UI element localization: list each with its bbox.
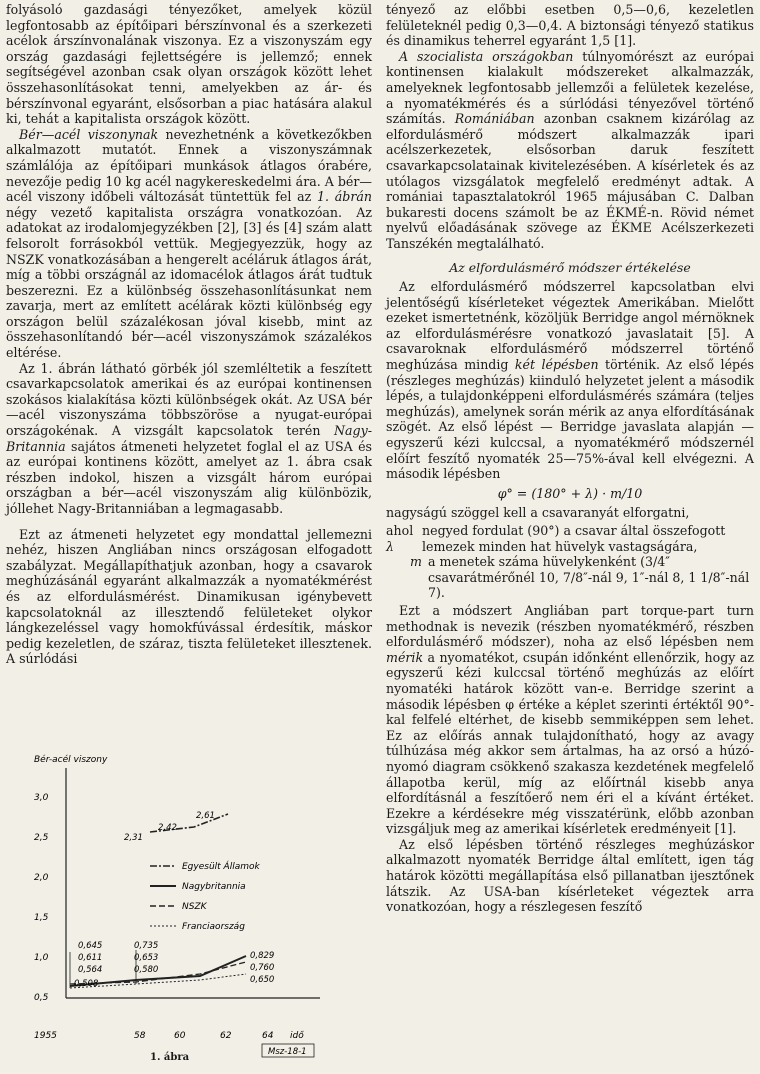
legend-entry: Egyesült Államok [182,862,260,872]
svg-text:0,760: 0,760 [250,963,275,973]
paragraph: Bér—acél viszonynak nevezhetnénk a következőkben alkalmazott mutatót. Ennek a viszonyszámnak számlálója az építőipari munkások átlagos órabére, nevezője pedig 10 kg acél nagykereskedelmi ára. A bér—acél viszony időbeli változását tüntettük fel az 1. ábrán négy vezető kapitalista országra vonatkozóan. Az adatokat az irodalomjegyzékben [2], [3] és [4] szám alatt felsorolt forrásokból vettük. Megjegyezzük, hogy az NSZK vonatkozásában a hengerelt acéláruk átlagos árát, míg a többi országnál az idomacélok átlagos árát tudtuk beszerezni. Ez a különbség összehasonlításunkat nem zavarja, mert az említett acélárak közti különbség egy országon belül százalékosan jóval kisebb, mint az összehasonlítandó bér—acél viszonyszámok százalékos eltérése. [6,126,372,361]
paragraph: Az első lépésben történő részleges meghúzáskor alkalmazott nyomaték Berridge által említett, igen tág határok közötti megállapítása első pillanatban ijesztőnek látszik. Az USA-ban kísérleteket végeztek arra vonatkozóan, hogy a részlegesen feszítő [386,836,754,915]
x-tick: 1955 [34,1031,57,1041]
paragraph: Az elfordulásmérő módszerrel kapcsolatban elvi jelentőségű kísérleteket végeztek Amerikában. Mielőtt ezeket ismertetnénk, közöljük Berridge angol mérnöknek az elfordulásmérésre vonatkozó javaslatait [5]. A csavaroknak elfordulásmérő módszerrel történő meghúzása mindig két lépésben történik. Az első lépés (részleges meghúzás) kiinduló helyzetet jelent a második lépés, a tulajdonképpeni elfordulásmérés számára (teljes meghúzás), amelynek során mérik az anya elfordításának szögét. Az első lépést — Berridge javaslata alapján — egyszerű kézi kulccsal, a nyomatékmérő módszernél előírt feszítő nyomaték 25—75%-ával kell elvégezni. A második lépésben [386,279,754,482]
legend-entry: Nagybritannia [182,882,246,892]
y-tick: 0,5 [34,993,49,1003]
svg-text:0,611: 0,611 [78,953,103,963]
paragraph: Ezt az átmeneti helyzetet egy mondattal jellemezni nehéz, hiszen Angliában nincs országosan elfogadott szabályzat. Megállapíthatjuk azonban, hogy a csavarok meghúzásánál egyaránt alkalmazzák a nyomatékmérést és az elfordulásmérést. Dinamikusan igénybevett kapcsolatoknál az illesztendő felületeket olykor lángkezeléssel vagy homokfúvással érdesítik, máskor pedig kezeletlen, de száraz, tiszta felületeket illesztenek. A súrlódási [6,526,372,667]
svg-text:0,829: 0,829 [250,951,275,961]
line-chart [0,748,372,1070]
y-tick: 1,5 [34,913,49,923]
x-axis-label: idő [290,1031,304,1041]
section-heading: Az elfordulásmérő módszer értékelése [449,259,691,275]
y-axis-label: Bér-acél viszony [34,755,108,765]
y-tick: 1,0 [34,953,49,963]
x-tick: 58 [134,1031,146,1041]
svg-text:2,31: 2,31 [124,833,143,843]
x-tick: 64 [262,1031,274,1041]
svg-text:0,564: 0,564 [78,965,103,975]
legend-entry: Franciaország [182,922,245,932]
svg-text:2,61: 2,61 [196,811,215,821]
svg-text:0,735: 0,735 [134,941,159,951]
paragraph: folyásoló gazdasági tényezőket, amelyek közül legfontosabb az építőipari bérszínvonal és a szerkezeti acélok árszínvonalának viszonya. Ez a viszonyszám egy ország gazdasági fejlettségére is jellemző; ennek segítségével azonban csak olyan országok között lehet összehasonlításokat tenni, amelyekben az ár- és bérszínvonal egyaránt, elsősorban a piac hatására alakul ki, tehát a kapitalista országok között. [6,2,372,127]
formula: φ° = (180° + λ) · m/10 [497,485,643,501]
x-tick: 62 [220,1031,232,1041]
italic-term: Bér—acél viszonynak [19,126,159,142]
paragraph: Ezt a módszert Angliában part torque-part turn methodnak is nevezik (részben nyomatékmérő, részben elfordulásmérő módszer), noha az első lépésben nem mérik a nyomatékot, csupán időnként ellenőrzik, hogy az egyszerű kézi kulccsal történő meghúzás az előírt nyomatéki határok között van-e. Berridge szerint a második lépésben φ értéke a képlet szerinti értéktől 90°-kal felfelé eltérhet, de kisebb semmiképpen sem lehet. Ez az előírás annak tulajdonítható, hogy az avagy túlhúzása még akkor sem ártalmas, ha az orsó a húzó-nyomó diagram csökkenő szakasza kezdetének megfelelő állapotba kerül, míg az előírtnál kisebb anya elfordításnál a feszítőerő nem éri el a kívánt értéket. Ezekre a kérdésekre még visszatérünk, előbb azonban vizsgáljuk meg az amerikai kísérletek eredményeit [1]. [386,602,754,837]
paragraph: nagyságú szöggel kell a csavaranyát elforgatni, [386,505,690,521]
legend-entry: NSZK [182,902,207,912]
paragraph: A szocialista országokban túlnyomórészt az európai kontinensen kialakult módszereket alkalmazzák, amelyeknek legfontosabb jellemzői a felületek kezelése, a nyomatékmérés és a súrlódási tényezővel történő számítás. Romániában azonban csaknem kizárólag az elfordulásmérő módszert alkalmazzák ipari acélszerkezetek, elsősorban daruk feszített csavarkapcsolatainak kivitelezésében. A kísérletek és az utólagos vizsgálatok megfelelő eredményt adtak. A romániai tapasztalatokról 1965 májusában C. Dalban bukaresti docens számolt be az ÉKMÉ-n. Rövid német nyelvű előadásának szövege az ÉKME Acélszerkezeti Tanszékén megtalálható. [386,48,754,251]
y-tick: 3,0 [34,793,49,803]
left-column [6,2,372,667]
svg-text:0,650: 0,650 [250,975,275,985]
svg-text:2,42: 2,42 [158,823,177,833]
right-column [386,2,754,915]
figure-caption: 1. ábra [150,1052,190,1063]
svg-text:0,645: 0,645 [78,941,103,951]
x-tick: 60 [174,1031,186,1041]
svg-text:0,508: 0,508 [74,979,99,989]
y-tick: 2,0 [34,873,49,883]
definition-list: ahol λ negyed fordulat (90°) a csavar által összefogott lemezek minden hat hüvelyk vastagságára, m a menetek száma hüvelykenként (3/4″ csavarátmérőnél 10, 7/8″-nál 9, 1″-nál 8, 1 1/8″-nál 7). [386,523,750,601]
y-tick: 2,5 [34,833,49,843]
svg-text:0,653: 0,653 [134,953,159,963]
stamp: Msz-18-1 [268,1047,307,1057]
figure-1 [0,748,372,1070]
paragraph: Az 1. ábrán látható görbék jól szemléltetik a feszített csavarkapcsolatok amerikai és az európai kontinensen szokásos kialakítása közti különbségek okát. Az USA bér—acél viszonyszáma többszöröse a nyugat-európai országokénak. A vizsgált kapcsolatok terén Nagy-Britannia sajátos átmeneti helyzetet foglal el az USA és az európai kontinens között, amelyet az 1. ábra csak részben indokol, hiszen a vizsgált három európai országban a bér—acél viszonyszám alig különbözik, jóllehet Nagy-Britanniában a legmagasabb. [6,360,372,516]
paragraph: tényező az előbbi esetben 0,5—0,6, kezeletlen felületeknél pedig 0,3—0,4. A biztonsági tényező statikus és dinamikus teherrel egyaránt 1,5 [1]. [386,2,754,49]
svg-text:0,580: 0,580 [134,965,159,975]
